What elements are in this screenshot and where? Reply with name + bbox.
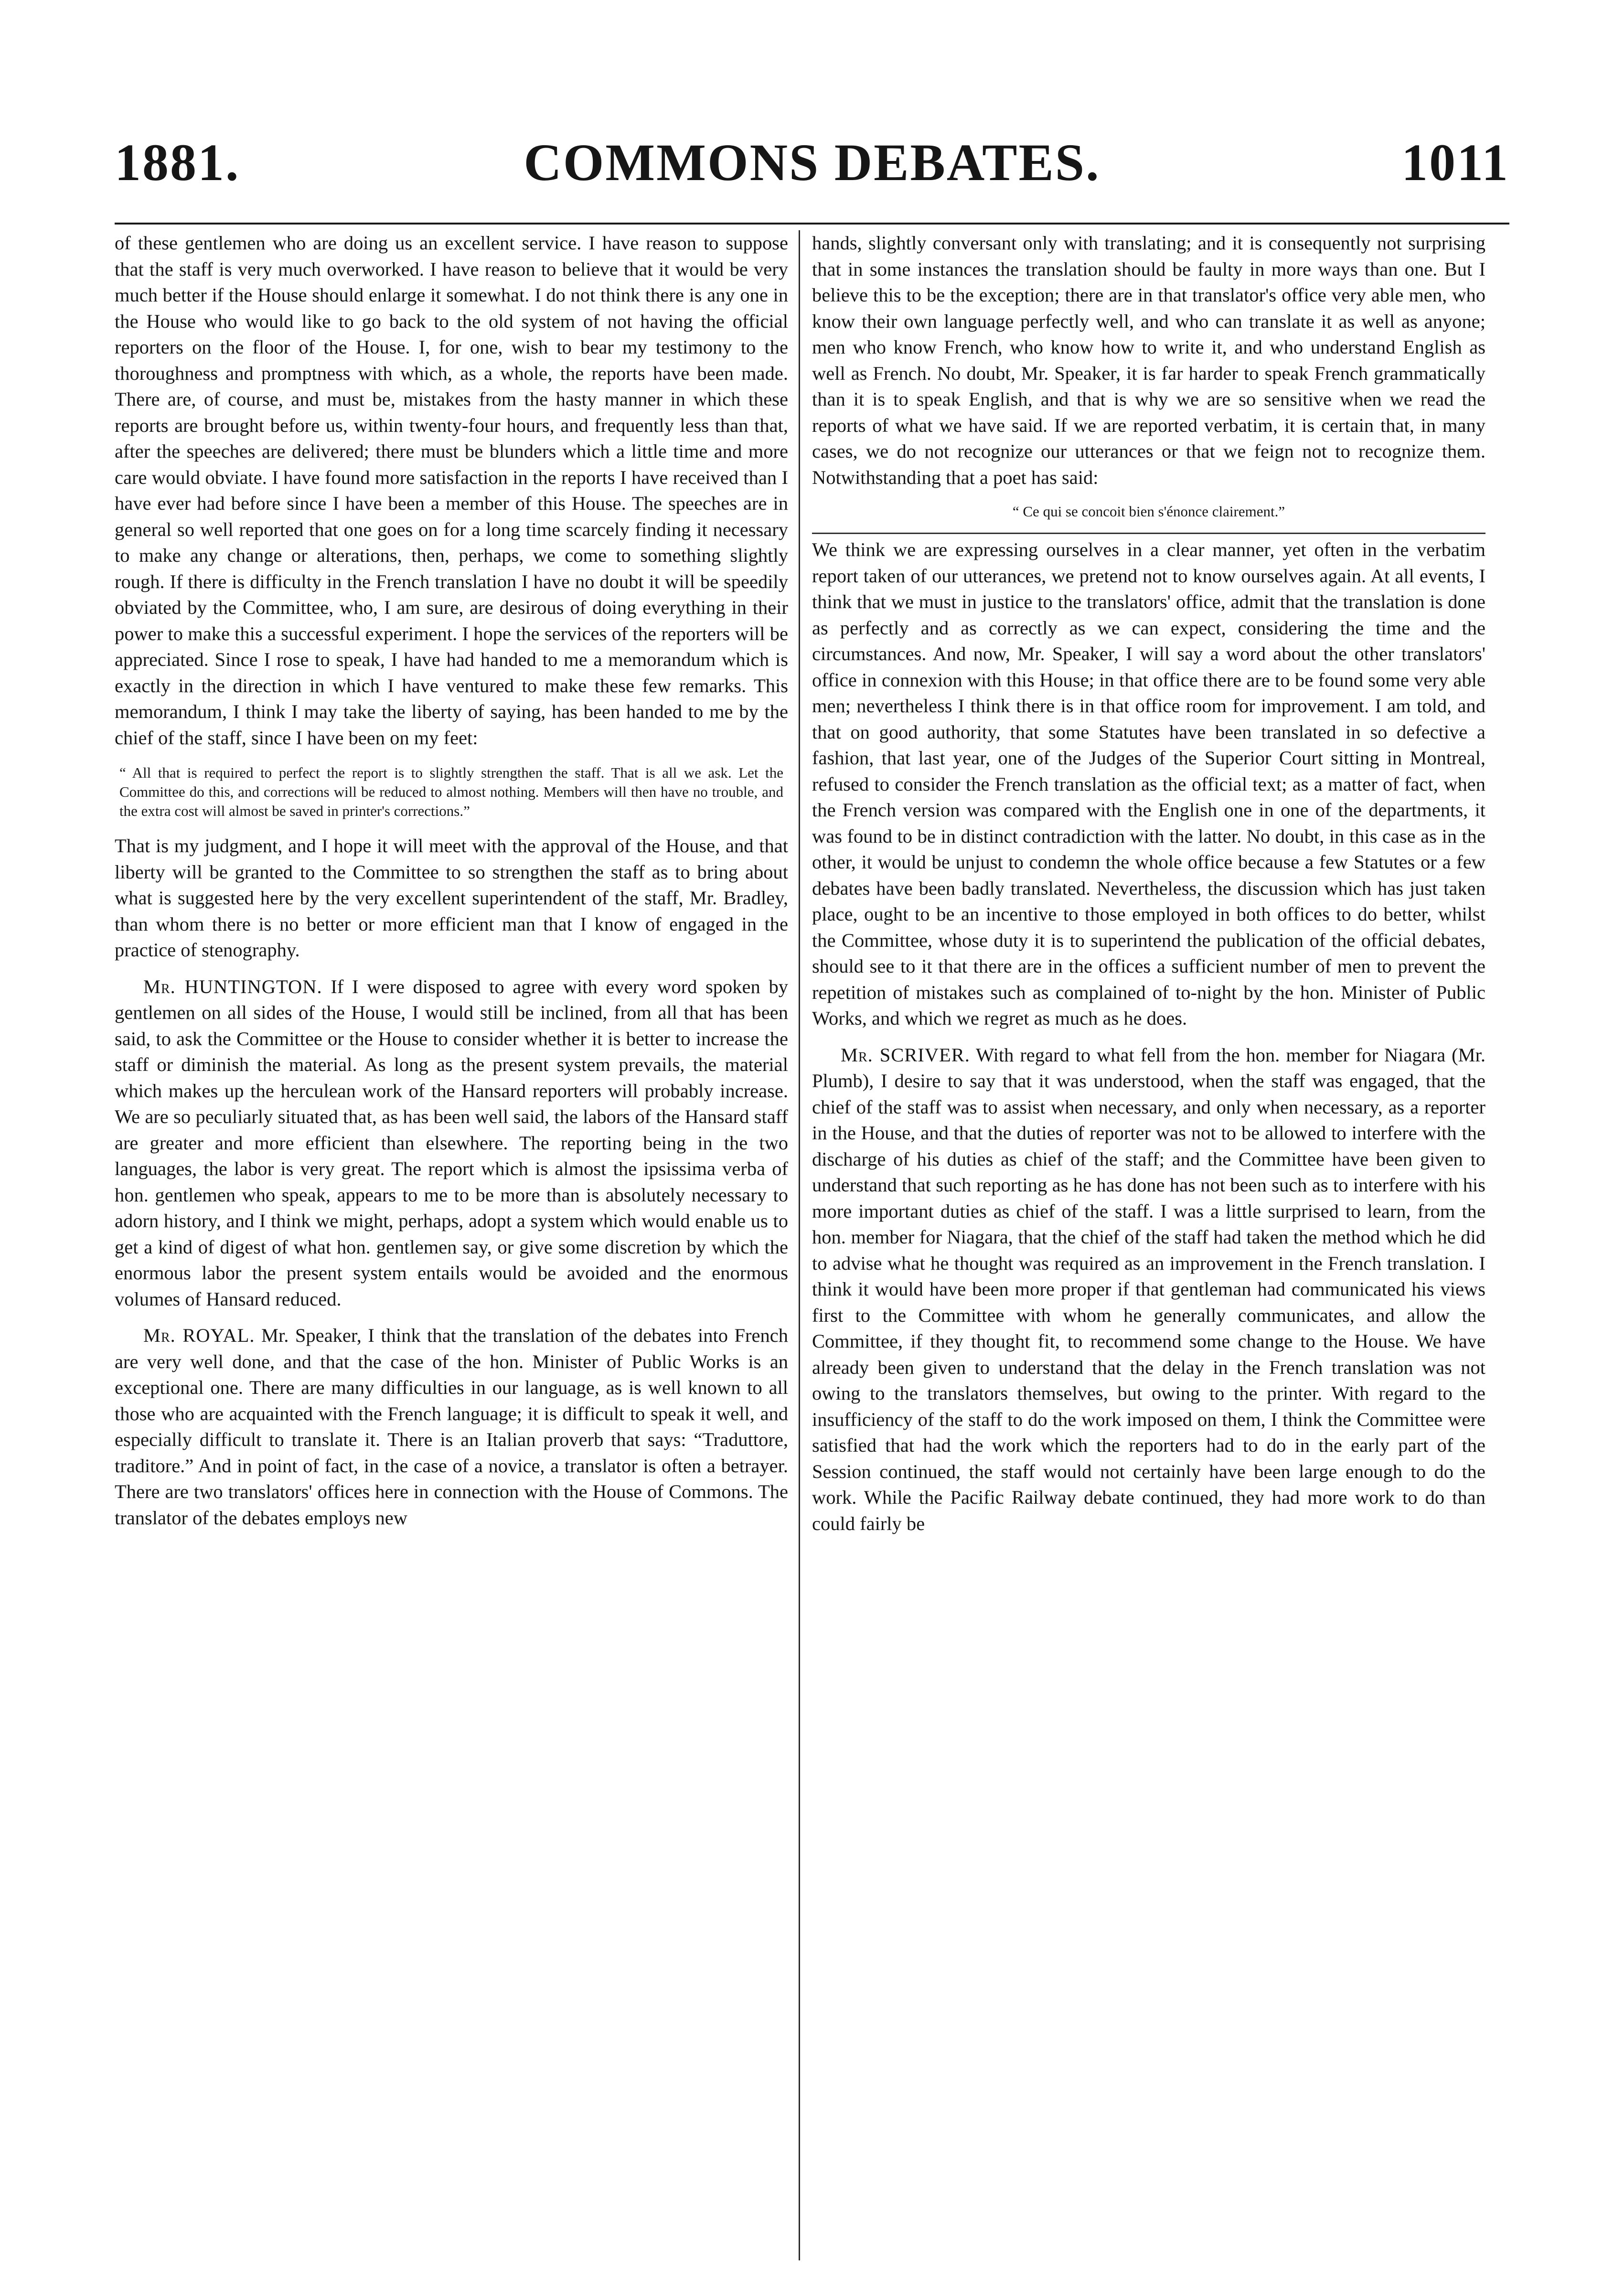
header-year: 1881. [115, 133, 240, 192]
speech-text: If I were disposed to agree with every word spoken by gentlemen on all sides of the House, I would still be inclined, from all that has been said, to ask the Committee or the House to consider whether it is better to increase the staff or diminish the material. As long as the present system prevails, the material which makes up the herculean work of the Hansard reporters will probably increase. We are so peculiarly situated that, as has been well said, the labors of the Hansard staff are greater and more efficient than elsewhere. The reporting being in the two languages, the labor is very great. The report which is almost the ipsissima verba of hon. gentlemen who speak, appears to me to be more than is absolutely necessary to adorn history, and I think we might, perhaps, adopt a system which would enable us to get a kind of digest of what hon. gentlemen say, or give some discretion by which the enormous labor the present system entails would be avoided and the enormous volumes of Hansard reduced. [115, 975, 788, 1310]
paragraph: of these gentlemen who are doing us an excellent service. I have reason to suppose that the staff is very much overworked. I have reason to believe that it would be very much better if the House should enlarge it somewhat. I do not think there is any one in the House who would like to go back to the old system of not having the official reporters on the floor of the House. I, for one, wish to bear my testimony to the thoroughness and promptness with which, as a whole, the reports have been made. There are, of course, and must be, mistakes from the hasty manner in which these reports are brought before us, within twenty-four hours, and frequently less than that, after the speeches are delivered; there must be blunders which a little time and more care would obviate. I have found more satisfaction in the reports I have received than I have ever had before since I have been a member of this House. The speeches are in general so well reported that one goes on for a long time scarcely finding it necessary to make any change or alterations, then, perhaps, we come to something slightly rough. If there is difficulty in the French translation I have no doubt it will be speedily obviated by the Committee, who, I am sure, are desirous of doing everything in their power to make this a successful experiment. I hope the services of the reporters will be appreciated. Since I rose to speak, I have had handed to me a memorandum which is exactly in the direction in which I have ventured to make these few remarks. This memorandum, I think I may take the liberty of saying, has been handed to me by the chief of the staff, since I have been on my feet: [115, 232, 788, 749]
column-divider [799, 230, 800, 2260]
page-header [115, 129, 1509, 225]
speech-text: With regard to what fell from the hon. member for Niagara (Mr. Plumb), I desire to say that it was understood, when the staff was engaged, that the chief of the staff was to assist when necessary, and only when necessary, as a reporter in the House, and that the duties of reporter was not to be allowed to interfere with the discharge of his duties as chief of the staff; and the Committee have been given to understand that such reporting as he has done has not been such as to interfere with his more important duties as chief of the staff. I was a little surprised to learn, from the hon. member for Niagara, that the chief of the staff had taken the method which he did to advise what he thought was required as an improvement in the French translation. I think it would have been more proper if that gentleman had communicated his views first to the Committee with whom he generally communicates, and allow the Committee, if they thought fit, to recommend some change to the House. We have already been given to understand that the delay in the French translation was not owing to the translators themselves, but owing to the printer. With regard to the insufficiency of the staff to do the work imposed on them, I think the Committee were satisfied that had the work which the reporters had to do in the early part of the Session continued, the staff would not certainly have been large enough to do the work. While the Pacific Railway debate continued, they had more work to do than could fairly be [812, 1044, 1485, 1534]
speech-paragraph [115, 974, 788, 1313]
right-column [812, 230, 1485, 2256]
header-page-number: 1011 [1401, 133, 1509, 192]
paragraph: We think we are expressing ourselves in a clear manner, yet often in the verbatim report taken of our utterances, we pretend not to know ourselves again. At all events, I think that we must in justice to the translators' office, admit that the translation is done as perfectly and as correctly as we can expect, considering the time and the circumstances. And now, Mr. Speaker, I will say a word about the other translators' office in connexion with this House; in that office there are to be found some very able men; nevertheless I think there is in that office room for improvement. I am told, and that on good authority, that some Statutes have been translated in so defective a fashion, that last year, one of the Judges of the Superior Court sitting in Montreal, refused to consider the French translation as the official text; as a matter of fact, when the French version was compared with the English one in one of the departments, it was found to be in distinct contradiction with the latter. No doubt, in this case as in the other, it would be unjust to condemn the whole office because a few Statutes or a few debates have been badly translated. Nevertheless, the discussion which has just taken place, ought to be an incentive to those employed in both offices to do better, whilst the Committee, whose duty it is to superintend the publication of the official debates, should see to it that there are in the offices a sufficient number of men to prevent the repetition of mistakes such as complained of to-night by the hon. Minister of Public Works, and which we regret as much as he does. [812, 539, 1485, 1029]
quote-rule [812, 533, 1485, 534]
speaker-name: Mr. SCRIVER. [841, 1044, 970, 1066]
speaker-name: Mr. ROYAL. [143, 1325, 255, 1346]
block-quote: “ All that is required to perfect the report is to slightly strengthen the staff. That is all we ask. Let the Committee do this, and corrections will be reduced to almost nothing. Members will then have no trouble, and the extra cost will almost be saved in printer's corrections.” [119, 764, 783, 819]
paragraph: hands, slightly conversant only with translating; and it is consequently not surprising that in some instances the translation should be faulty in more ways than one. But I believe this to be the exception; there are in that translator's office very able men, who know their own language perfectly well, and who can translate it as well as anyone; men who know French, who know how to write it, and who understand English as well as French. No doubt, Mr. Speaker, it is far harder to speak French grammatically than it is to speak English, and that is why we are so sensitive when we read the reports of what we have said. If we are reported verbatim, it is certain that, in many cases, we do not recognize our utterances or that we feign not to recognize them. Notwithstanding that a poet has said: [812, 232, 1485, 488]
speech-paragraph [812, 1042, 1485, 1537]
block-quote: “ Ce qui se concoit bien s'énonce clairement.” [1012, 503, 1285, 520]
speaker-name: Mr. HUNTINGTON. [143, 975, 322, 997]
header-title: COMMONS DEBATES. [524, 133, 1100, 192]
speech-text: Mr. Speaker, I think that the translation of the debates into French are very well done, and that the case of the hon. Minister of Public Works is an exceptional one. There are many difficulties in our language, as is well known to all those who are acquainted with the French language; it is difficult to speak it well, and especially difficult to translate it. There is an Italian proverb that says: “Traduttore, traditore.” And in point of fact, in the case of a novice, a translator is often a betrayer. There are two translators' offices here in connection with the House of Commons. The translator of the debates employs new [115, 1325, 788, 1529]
speech-paragraph [115, 1323, 788, 1531]
header-rule [115, 223, 1509, 225]
left-column [115, 230, 788, 2256]
paragraph: That is my judgment, and I hope it will meet with the approval of the House, and that liberty will be granted to the Committee to so strengthen the staff as to bring about what is suggested here by the very excellent superintendent of the staff, Mr. Bradley, than whom there is no better or more efficient man that I know of engaged in the practice of stenography. [115, 835, 788, 961]
